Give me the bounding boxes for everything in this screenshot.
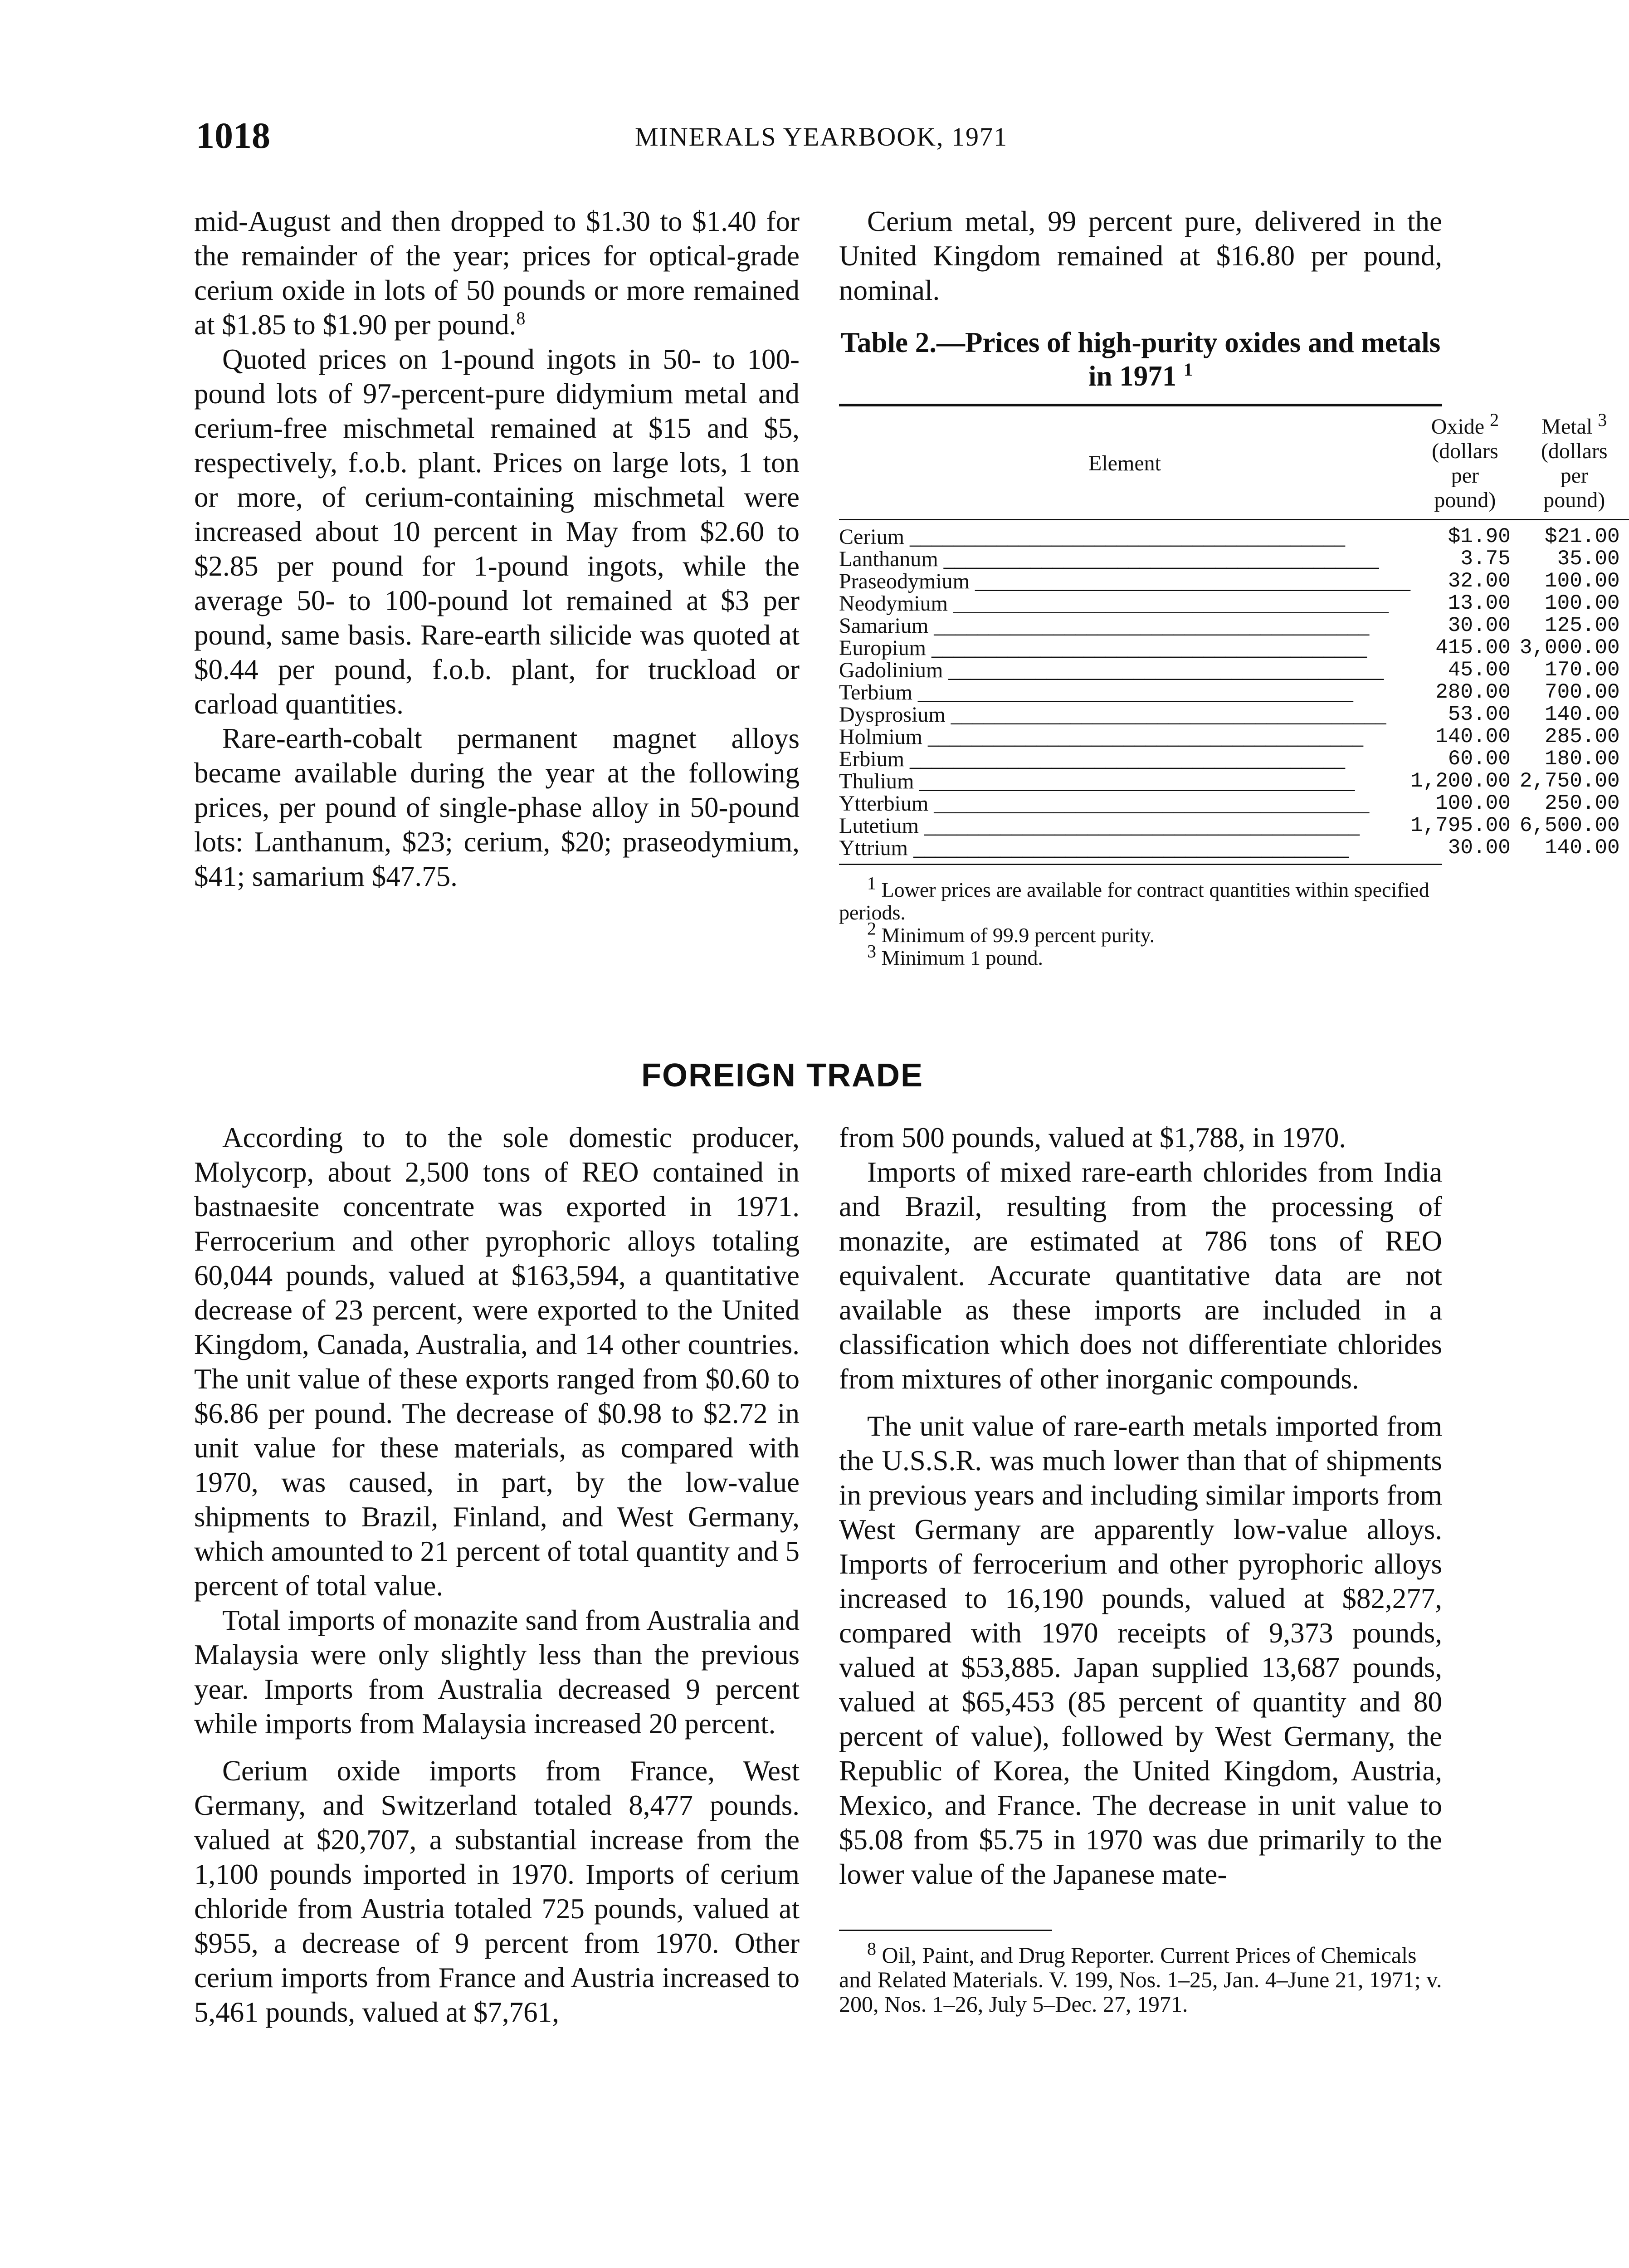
- table-note: 2 Minimum of 99.9 percent purity.: [867, 918, 1155, 947]
- table-title: Table 2.—Prices of high-purity oxides and metals in 1971 $^1$: [840, 327, 1441, 392]
- column-header-oxide: Oxide $^2$ (dollars per pound): [1431, 410, 1499, 512]
- paragraph: Imports of mixed rare-earth chlorides from India and Brazil, resulting from the processing of monazite, are estimated at 786 tons of REO equivalent. Accurate quantitative data are not available as these imports are included in a classification which does not differentiate chlorides from mixtures of other inorganic compounds.: [839, 1156, 1442, 1395]
- paragraph: Total imports of monazite sand from Australia and Malaysia were only slightly less than the previous year. Imports from Australia decreased 9 percent while imports from Malaysia increased 20 percent.: [194, 1604, 800, 1740]
- paragraph: Rare-earth-cobalt permanent magnet alloys became available during the year at the following prices, per pound of single-phase alloy in 50-pound lots: Lanthanum, $23; cerium, $20; praseodymium, $41; samarium $47.75.: [194, 723, 800, 892]
- table-row: Dysprosium ________________________________________ 53.00 140.00: [839, 703, 1620, 727]
- paragraph: Cerium oxide imports from France, West Germany, and Switzerland totaled 8,477 pounds. valued at $20,707, a substantial increase from the 1,100 pounds imported in 1970. Imports of cerium chloride from Austria totaled 725 pounds, valued at $955, a decrease of 9 percent from 1970. Other cerium imports from France and Austria increased to 5,461 pounds, valued at $7,761,: [194, 1755, 800, 2028]
- section-heading-foreign-trade: FOREIGN TRADE: [641, 1057, 923, 1094]
- footnote: $^8$ Oil, Paint, and Drug Reporter. Current Prices of Chemicals and Related Materials. V. 199, Nos. 1–25, Jan. 4–June 21, 1971; v. 200, Nos. 1–26, July 5–Dec. 27, 1971.: [839, 1938, 1442, 2017]
- table-notes: [839, 873, 1442, 969]
- table-row: Erbium ________________________________________ 60.00 180.00: [839, 747, 1620, 771]
- top-right-column: [839, 204, 1620, 969]
- top-left-column: [194, 204, 800, 894]
- table-row: Ytterbium ________________________________________ 100.00 250.00: [839, 792, 1620, 816]
- table-bottom-rule: [839, 864, 1442, 865]
- table-row: Yttrium ________________________________________ 30.00 140.00: [839, 836, 1620, 860]
- paragraph: According to to the sole domestic producer, Molycorp, about 2,500 tons of REO contained in bastnaesite concentrate was exported in 1971. Ferrocerium and other pyrophoric alloys totaling 60,044 pounds, valued at $163,594, a quantitative decrease of 23 percent, were exported to the United Kingdom, Canada, Australia, and 14 other countries. The unit value of these exports ranged from $0.60 to $6.86 per pound. The decrease of $0.98 to $2.72 in unit value for these materials, as compared with 1970, was caused, in part, by the low-value shipments to Brazil, Finland, and West Germany, which amounted to 21 percent of total quantity and 5 percent of total value.: [194, 1122, 800, 1602]
- footnote-reference: 8: [516, 308, 526, 328]
- table-row: Holmium ________________________________________ 140.00 285.00: [839, 725, 1620, 749]
- table-note: 1 Lower prices are available for contract quantities within specified periods.: [839, 873, 1429, 924]
- bottom-left-column: [194, 1120, 800, 2029]
- table-row: Terbium ________________________________________ 280.00 700.00: [839, 680, 1620, 704]
- table-row: Gadolinium ________________________________________ 45.00 170.00: [839, 658, 1620, 682]
- table-header-row: [839, 406, 1629, 519]
- table-row: Neodymium ________________________________________ 13.00 100.00: [839, 591, 1620, 616]
- table-row: Thulium ________________________________________ 1,200.00 2,750.00: [839, 769, 1620, 793]
- footnote-divider: [839, 1930, 1052, 1931]
- column-header-element: Element: [1088, 451, 1161, 475]
- table-row: Lutetium ________________________________________ 1,795.00 6,500.00: [839, 814, 1620, 838]
- table-row: Samarium ________________________________________ 30.00 125.00: [839, 614, 1620, 638]
- prices-table: [839, 406, 1629, 864]
- table-row: Praseodymium ________________________________________ 32.00 100.00: [839, 569, 1620, 593]
- table-note: 3 Minimum 1 pound.: [867, 941, 1044, 969]
- page-number: 1018: [196, 115, 270, 156]
- table-row: Cerium ________________________________________ $1.90 $21.00: [839, 525, 1620, 549]
- table-row: Lanthanum ________________________________________ 3.75 35.00: [839, 547, 1620, 571]
- paragraph: The unit value of rare-earth metals imported from the U.S.S.R. was much lower than that of shipments in previous years and including similar imports from West Germany are apparently low-value alloys. Imports of ferrocerium and other pyrophoric alloys increased to 16,190 pounds, valued at $82,277, compared with 1970 receipts of 9,373 pounds, valued at $53,885. Japan supplied 13,687 pounds, valued at $65,453 (85 percent of quantity and 80 percent of value), followed by West Germany, the Republic of Korea, the United Kingdom, Austria, Mexico, and France. The decrease in unit value to $5.08 from $5.75 in 1970 was due primarily to the lower value of the Japanese mate-: [839, 1410, 1442, 1890]
- paragraph: Cerium metal, 99 percent pure, delivered in the United Kingdom remained at $16.80 per pound, nominal.: [839, 205, 1442, 306]
- column-header-metal: Metal $^3$ (dollars per pound): [1541, 410, 1608, 512]
- paragraph: mid-August and then dropped to $1.30 to $1.40 for the remainder of the year; prices for optical-grade cerium oxide in lots of 50 pounds or more remained at $1.85 to $1.90 per pound.$^8$: [194, 205, 800, 341]
- bottom-right-column: [839, 1120, 1442, 2016]
- running-title: MINERALS YEARBOOK, 1971: [635, 122, 1008, 152]
- table-row: Europium ________________________________________ 415.00 3,000.00: [839, 636, 1620, 660]
- paragraph: Quoted prices on 1-pound ingots in 50- to 100-pound lots of 97-percent-pure didymium metal and cerium-free mischmetal remained at $15 and $5, respectively, f.o.b. plant. Prices on large lots, 1 ton or more, of cerium-containing mischmetal were increased about 10 percent in May from $2.60 to $2.85 per pound for 1-pound ingots, while the average 50- to 100-pound lot remained at $3 per pound, same basis. Rare-earth silicide was quoted at $0.44 per pound, f.o.b. plant, for truckload or carload quantities.: [194, 343, 800, 720]
- paragraph: from 500 pounds, valued at $1,788, in 1970.: [839, 1122, 1346, 1154]
